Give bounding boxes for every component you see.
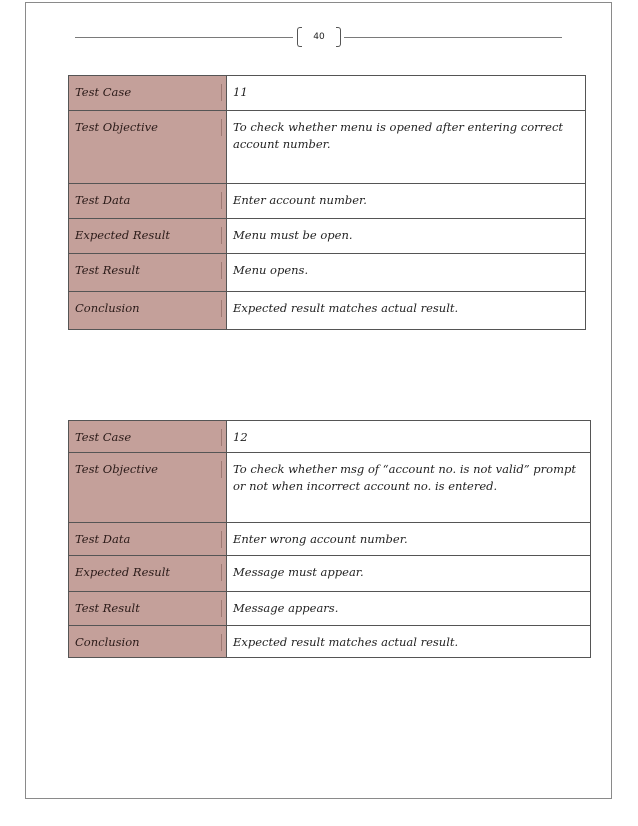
row-label: Test Data bbox=[69, 523, 227, 556]
table-row bbox=[69, 76, 586, 111]
row-label: Test Objective bbox=[69, 453, 227, 523]
row-label: Test Result bbox=[69, 592, 227, 626]
table-row bbox=[69, 592, 591, 626]
table-row bbox=[69, 254, 586, 292]
row-label: Test Result bbox=[69, 254, 227, 292]
table-row bbox=[69, 184, 586, 219]
row-label: Test Data bbox=[69, 184, 227, 219]
table-row bbox=[69, 523, 591, 556]
table-row bbox=[69, 292, 586, 330]
row-value: Message appears. bbox=[227, 592, 591, 626]
row-value: 12 bbox=[227, 421, 591, 453]
row-value: Expected result matches actual result. bbox=[227, 626, 591, 658]
table-row bbox=[69, 421, 591, 453]
row-label: Test Case bbox=[69, 421, 227, 453]
row-label: Expected Result bbox=[69, 556, 227, 592]
table-row bbox=[69, 219, 586, 254]
row-label: Conclusion bbox=[69, 292, 227, 330]
row-label: Test Case bbox=[69, 76, 227, 111]
header-rule-left bbox=[75, 37, 293, 38]
row-label: Conclusion bbox=[69, 626, 227, 658]
row-label: Test Objective bbox=[69, 111, 227, 184]
table-row bbox=[69, 453, 591, 523]
row-value: Enter wrong account number. bbox=[227, 523, 591, 556]
row-value: To check whether menu is opened after entering correct account number. bbox=[227, 111, 586, 184]
row-value: Menu must be open. bbox=[227, 219, 586, 254]
test-case-table bbox=[68, 420, 591, 658]
row-value: Expected result matches actual result. bbox=[227, 292, 586, 330]
table-row bbox=[69, 556, 591, 592]
table-row bbox=[69, 111, 586, 184]
row-value: Enter account number. bbox=[227, 184, 586, 219]
row-value: Menu opens. bbox=[227, 254, 586, 292]
test-case-table bbox=[68, 75, 586, 330]
header-rule-right bbox=[344, 37, 562, 38]
row-value: 11 bbox=[227, 76, 586, 111]
row-value: Message must appear. bbox=[227, 556, 591, 592]
table-row bbox=[69, 626, 591, 658]
page-number: 40 bbox=[313, 32, 325, 42]
row-value: To check whether msg of “account no. is not valid” prompt or not when incorrect account no. is entered. bbox=[227, 453, 591, 523]
row-label: Expected Result bbox=[69, 219, 227, 254]
